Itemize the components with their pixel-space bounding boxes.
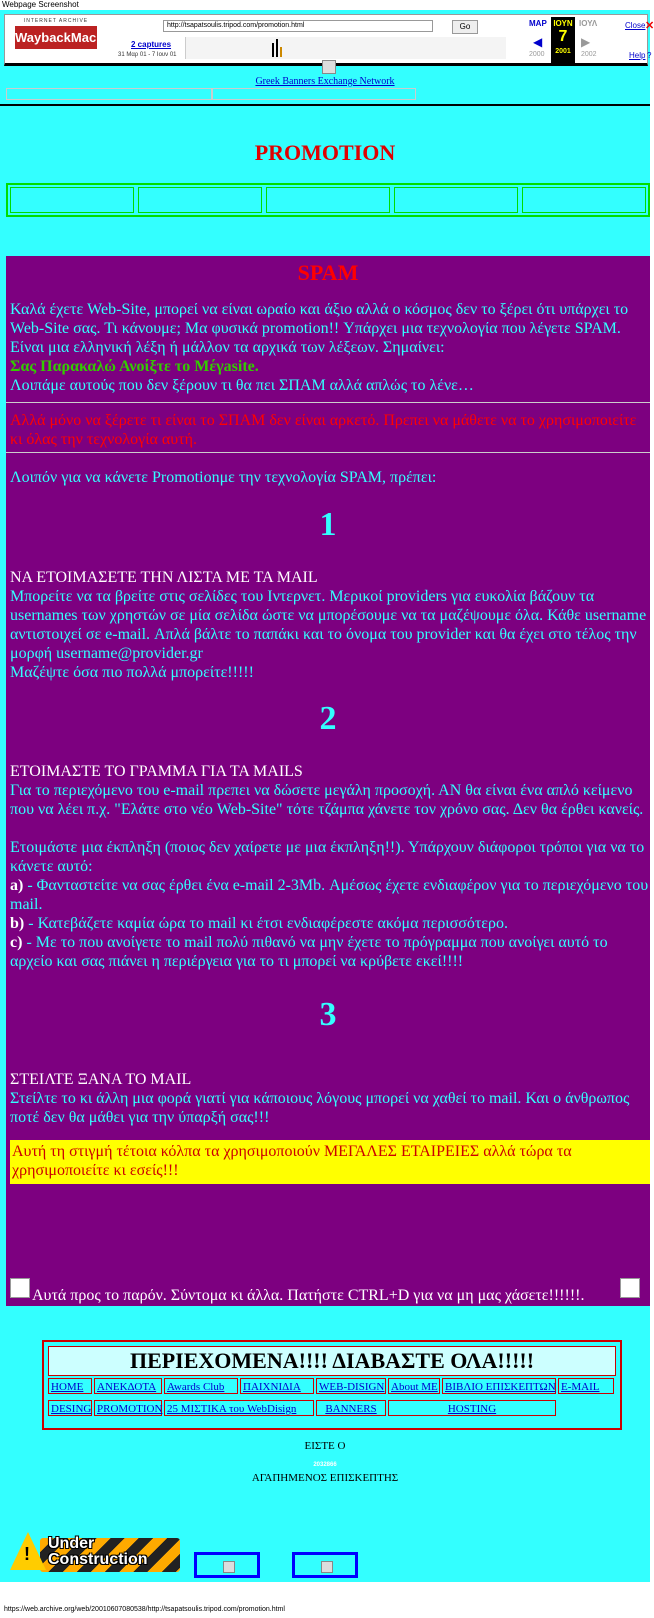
- step1-block: [10, 568, 650, 682]
- menu-item-awards[interactable]: Awards Club: [164, 1378, 238, 1394]
- option-a-label: a): [10, 877, 24, 894]
- menu-item-email[interactable]: E-MAIL: [558, 1378, 614, 1394]
- prev-year: 2000: [529, 51, 545, 58]
- next-year: 2002: [581, 51, 597, 58]
- next-month-link[interactable]: ΙΟΥΛ: [579, 19, 598, 28]
- banner-image[interactable]: [322, 60, 336, 74]
- arrow-right-icon[interactable]: [620, 1278, 640, 1298]
- banner-slot: [212, 88, 416, 100]
- option-c-label: c): [10, 934, 23, 951]
- option-b-text: - Κατεβάζετε καμία ώρα το mail κι έτσι ενδιαφέρεστε ακόμα περισσότερο.: [24, 915, 508, 932]
- month-nav: [527, 17, 617, 61]
- banner-exchange-link[interactable]: Greek Banners Exchange Network: [255, 76, 395, 87]
- option-a-text: - Φανταστείτε να σας έρθει ένα e-mail 2-3Mb. Αμέσως έχετε ενδιαφέρον για το περιεχόμενο του mail.: [10, 877, 649, 913]
- go-button[interactable]: Go: [452, 20, 478, 34]
- intro-text: [10, 300, 650, 395]
- current-year: 2001: [555, 48, 571, 55]
- menu-item-jokes[interactable]: ΑΝΕΚΔΟΤΑ: [94, 1378, 162, 1394]
- caption-text: Webpage Screenshot: [2, 0, 79, 9]
- button-image[interactable]: [194, 1552, 260, 1578]
- divider: [6, 402, 650, 403]
- prev-month-link[interactable]: ΜΑΡ: [529, 19, 547, 28]
- visitor-line2: ΑΓΑΠΗΜΕΝΟΣ ΕΠΙΣΚΕΠΤΗΣ: [251, 1472, 399, 1484]
- nav-cell[interactable]: [138, 187, 262, 213]
- help-link[interactable]: Help: [629, 51, 646, 60]
- close-link[interactable]: Close: [625, 21, 646, 30]
- step1-body: Μπορείτε να τα βρείτε στις σελίδες του Ιντερνετ. Μερικοί providers για ευκολία βάζουν τα usernames των χρηστών σε μία σελίδα ώστε να μπορέσουμε να τα μαζέψουμε όλα. Κάθε username αντιστοιχεί σε e-mail. Απλά βάλτε το παπάκι και το όνομα του provider και θα έχει στο τέλος την μορφή username@provider.gr: [10, 588, 647, 662]
- broken-image-icon: [321, 1561, 333, 1573]
- divider: [0, 104, 650, 106]
- menu-item-about[interactable]: About ME: [388, 1378, 440, 1394]
- nav-cell[interactable]: [266, 187, 390, 213]
- menu-item-home[interactable]: HOME: [48, 1378, 92, 1394]
- capture-range: 31 Μαρ 01 - 7 Ιουν 01: [118, 52, 177, 58]
- highlight-box: [10, 1140, 650, 1184]
- menu-item-hosting[interactable]: HOSTING: [388, 1400, 556, 1416]
- highlight-text: Αυτή τη στιγμή τέτοια κόλπα τα χρησιμοποιούν ΜΕΓΑΛΕΣ ΕΤΑΙΡΕΙΕΣ αλλά τώρα τα χρησιμοποιείτε κι εσείς!!!: [12, 1143, 572, 1179]
- page-title: PROMOTION: [254, 140, 396, 165]
- lead-text: Λοιπόν για να κάνετε Promotionμε την τεχνολογία SPAM, πρέπει:: [10, 469, 437, 486]
- step-number: 3: [319, 996, 337, 1033]
- nav-cell[interactable]: [522, 187, 646, 213]
- option-c-text: - Με το που ανοίγετε το mail πολύ πιθανό να μην έχετε το πρόγραμμα που ανοίγει αυτό το αρχείο και σας πιάνει η περιέργεια για το τι μπορεί να κρύβετε εκεί!!!!: [10, 934, 608, 970]
- spark-bar: [280, 47, 282, 57]
- step-number: 2: [319, 700, 337, 737]
- logo-main-text: WaybackMachine: [15, 26, 97, 49]
- step3-title: ΣΤΕΙΛΤΕ ΞΑΝΑ ΤΟ MAIL: [10, 1071, 192, 1088]
- top-nav-frame: [6, 183, 650, 217]
- under-construction-sign: [10, 1532, 182, 1574]
- step2-block: [10, 762, 650, 971]
- next-arrow-icon[interactable]: ▶: [581, 35, 591, 49]
- captures-link[interactable]: 2 captures: [131, 40, 172, 49]
- menu-item-promotion[interactable]: PROMOTION: [94, 1400, 162, 1416]
- url-input[interactable]: http://tsapatsoulis.tripod.com/promotion.html: [163, 20, 433, 32]
- nav-cell[interactable]: [10, 187, 134, 213]
- button-image[interactable]: [292, 1552, 358, 1578]
- broken-image-icon: [223, 1561, 235, 1573]
- warning-text: Αλλά μόνο να ξέρετε τι είναι το ΣΠΑΜ δεν είναι αρκετό. Πρεπει να μάθετε να το χρησιμοποιείτε κι όλας την τεχνολογία αυτή.: [10, 412, 637, 448]
- wayback-logo[interactable]: [15, 18, 123, 54]
- menu-item-webdesign[interactable]: WEB-DISIGN: [316, 1378, 386, 1394]
- content-panel: [6, 256, 650, 1306]
- current-capture: [551, 17, 575, 63]
- intro-end: Λοιπάμε αυτούς που δεν ξέρουν τι θα πει ΣΠΑΜ αλλά απλώς το λένε…: [10, 377, 474, 394]
- close-icon[interactable]: ✕: [645, 20, 654, 32]
- arrow-left-icon[interactable]: [10, 1278, 30, 1298]
- menu-item-banners[interactable]: BANNERS: [316, 1400, 386, 1416]
- step2-body2: Ετοιμάστε μια έκπληξη (ποιος δεν χαίρετε με μια έκπληξη!!). Υπάρχουν διάφοροι τρόποι για να το κάνετε αυτό:: [10, 839, 645, 875]
- screenshot-caption: [0, 0, 650, 10]
- current-month: ΙΟΥΝ: [553, 19, 573, 28]
- step1-title: ΝΑ ΕΤΟΙΜΑΣΕΤΕ ΤΗΝ ΛΙΣΤΑ ΜΕ ΤΑ MAIL: [10, 569, 318, 586]
- menu-item-desing[interactable]: DESING: [48, 1400, 92, 1416]
- visitor-counter: 2032866: [313, 1462, 337, 1468]
- intro-paragraph: Καλά έχετε Web-Site, μπορεί να είναι ωραίο και άξιο αλλά ο κόσμος δεν το ξέρει ότι υπάρχει το Web-Site σας. Τι κάνουμε; Μα φυσικά promotion!! Υπάρχει μια τεχνολογία που λέγετε SPAM. Είναι μια ελληνική λέξη ή μάλλον τα αρχικά των λέξεων. Σημαίνει:: [10, 301, 629, 356]
- menu-title: ΠΕΡΙΕΧΟΜΕΝΑ!!!! ΔΙΑΒΑΣΤΕ ΟΛΑ!!!!!: [48, 1346, 616, 1376]
- menu-item-guestbook[interactable]: ΒΙΒΛΙΟ ΕΠΙΣΚΕΠΤΩΝ: [442, 1378, 556, 1394]
- wayback-toolbar: [4, 14, 654, 66]
- spark-bar: [272, 43, 274, 57]
- divider: [6, 452, 650, 453]
- spark-bar: [276, 39, 278, 57]
- prev-arrow-icon[interactable]: ◀: [533, 35, 543, 49]
- under-construction-label: Under Construction: [48, 1535, 148, 1568]
- section-title: SPAM: [297, 260, 359, 285]
- capture-sparkline[interactable]: [185, 37, 506, 59]
- step3-body: Στείλτε το κι άλλη μια φορά γιατί για κάποιους λόγους μπορεί να χαθεί το mail. Και ο άνθρωπος ποτέ δεν θα μάθει για την ύπαρξή σας!!!: [10, 1090, 630, 1126]
- menu-item-games[interactable]: ΠΑΙΧΝΙΔΙΑ: [240, 1378, 314, 1394]
- step-number: 1: [319, 506, 337, 543]
- help-icon[interactable]: ?: [647, 51, 652, 60]
- page: [0, 10, 654, 1582]
- visitor-line1: ΕΙΣΤΕ Ο: [304, 1440, 346, 1452]
- logo-top-text: INTERNET ARCHIVE: [23, 18, 89, 24]
- step1-end: Μαζέψτε όσα πιο πολλά μπορείτε!!!!!: [10, 664, 254, 681]
- current-day: 7: [558, 28, 568, 45]
- warning-exclamation-icon: !: [24, 1544, 30, 1564]
- option-b-label: b): [10, 915, 25, 932]
- banner-slot: [6, 88, 212, 100]
- contents-menu: [42, 1340, 622, 1430]
- spam-meaning: Σας Παρακαλώ Ανοίξτε το Μέγasite.: [10, 358, 259, 375]
- closing-text: Αυτά προς το παρόν. Σύντομα κι άλλα. Πατήστε CTRL+D για να μη μας χάσετε!!!!!!.: [32, 1287, 585, 1304]
- step2-body: Για το περιεχόμενο του e-mail πρεπει να δώσετε μεγάλη προσοχή. ΑΝ θα είναι ένα απλό κείμενο που να λέει π.χ. "Ελάτε στο νέο Web-Site" τότε τζάμπα χάνετε τον χρόνο σας. Δεν θα έρθει κανείς.: [10, 782, 644, 818]
- step2-title: ΕΤΟΙΜΑΣΤΕ ΤΟ ΓΡΑΜΜΑ ΓΙΑ ΤΑ MAILS: [10, 763, 303, 780]
- nav-cell[interactable]: [394, 187, 518, 213]
- step3-block: [10, 1070, 650, 1127]
- menu-item-secrets[interactable]: 25 ΜΙΣΤΙΚΑ του WebDisign: [164, 1400, 314, 1416]
- footer-url: https://web.archive.org/web/20010607080538/http://tsapatsoulis.tripod.com/promotion.html: [4, 1606, 285, 1613]
